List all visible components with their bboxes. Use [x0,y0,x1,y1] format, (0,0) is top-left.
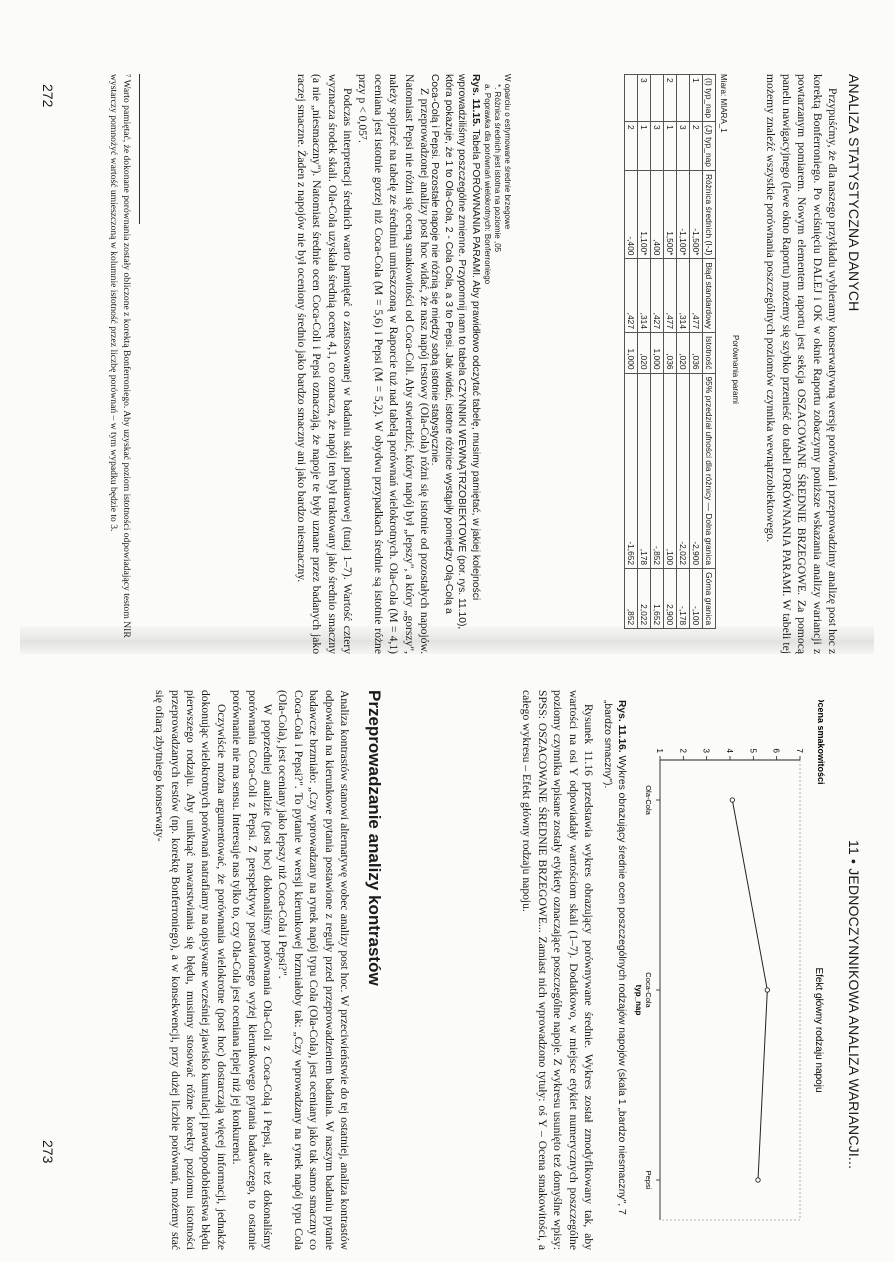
data-point [756,1178,760,1182]
right-paragraph-multiple-comparisons: Oczywiście można argumentować, że porównania wielokrotne (post hoc) dostarczają więcej informacji, jednakże dokonując wielokrotnych porównań natrafiamy na opisywane wcześniej zjawisko kumulacji prawdopodobieństwa błędu pierwszego rodzaju. Aby uniknąć nawarstwiania się błędu, musimy stosować różne korekty poziomu istotności przeprowadzanych testów (np. korektę Bonferroniego), a w konsekwencji, przy dużej liczbie porównań, możemy stać się ofiarą zbytniego konserwaty- [153,690,228,1250]
cell-lower: -2,900 [690,373,703,569]
cell-upper: 2,022 [638,569,651,629]
cell-lower: -1,652 [625,373,638,569]
table-note-significance: *. Różnica średnich jest istotna na poziomie ,05 [493,84,502,253]
cell-i [677,75,690,122]
cell-se: ,314 [638,259,651,333]
line-chart [630,700,830,1240]
table-note-bonferroni: a. Poprawka dla porównań wielokrotnych: Bonferroniego [483,84,492,285]
col-header-ci: 95% przedział ufności dla różnicy [704,376,714,501]
table-row [677,75,690,629]
table-measure-label: Miara: MIARA_1 [719,74,728,133]
data-point [730,798,734,802]
table-title: Porównania parami [731,335,740,404]
table-row [625,75,638,629]
cell-diff: 1,100* [638,170,651,258]
left-paragraph-scale: Podczas interpretacji średnich warto pamiętać o zastosowanej w badaniu skali pomiarowej (tutaj 1–7). Wartość cztery wyznacza środek skali. Ola-Cola uzyskała średnią ocenę 4,1, co oznacza, że napój ten był traktowany jako średnio smaczny (a nie „niesmaczny"). Natomiast średnie ocen Coca-Coli i Pepsi oznaczają, że napoje te były uznane przez badanych jako raczej smaczne. Żaden z napojów nie był oceniony średnio jako bardzo smaczny ani jako bardzo niesmaczny. [294,74,354,654]
cell-sig: 1,000 [651,332,664,373]
x-tick-label: Ola-Cola [644,785,653,815]
series-line [732,800,767,1180]
right-page-number: 273 [40,1140,56,1164]
cell-upper: -,178 [677,569,690,629]
left-page-number: 272 [40,84,56,108]
cell-j: 2 [690,122,703,171]
left-running-header: ANALIZA STATYSTYCZNA DANYCH [846,74,862,312]
cell-i: 2 [664,75,677,122]
cell-j: 1 [638,122,651,171]
footnote-rule [139,74,140,224]
right-running-header: 11 • JEDNOCZYNNIKOWA ANALIZA WARIANCJI... [846,840,862,1170]
cell-diff: -,400 [625,170,638,258]
cell-se: ,477 [690,259,703,333]
left-body-text [293,74,432,654]
chart-marks [644,749,804,1220]
cell-se: ,427 [651,259,664,333]
cell-lower: -,852 [651,373,664,569]
col-header-lower: 95% przedział ufności dla różnicy — Dolna granica [703,373,716,569]
col-header-diff: Różnica średnich (I-J) [703,170,716,258]
cell-i [625,75,638,122]
right-paragraph-previous-analysis: W poprzedniej analizie (post hoc) dokonaliśmy porównania Ola-Coli z Coca-Colą i Pepsi, ale też dokonaliśmy porównania Coca-Coli z Pepsi. Z perspektywy postawionego wyżej kierunkowego pytania badawczego, to ostatnie porównanie nie ma sensu. Interesuje nas tylko to, czy Ola-Cola jest oceniana lepiej niż jej konkurenci. [230,690,274,1250]
cell-i [651,75,664,122]
cell-diff: -1,100* [677,170,690,258]
chart-y-axis-label: Ocena smakowitości [816,700,826,785]
cell-diff: -1,500* [690,170,703,258]
cell-sig: ,036 [664,332,677,373]
cell-i: 3 [638,75,651,122]
table-note-estimated-means: W oparciu o estymowane średnie brzegowe [503,74,512,230]
y-tick-label: 1 [655,748,664,753]
cell-upper: 2,900 [664,569,677,629]
cell-lower: ,178 [638,373,651,569]
figure-11-15-text: Tabela PORÓWNANIA PARAMI. Aby prawidłowo odczytać tabelę, musimy pamiętać, w jakiej kolejności wprowadziliśmy poszczególne zmienne. Przypomnij nam to tabela CZYNNIKI WEWNĄTRZOBIEKTOWE (por. rys. 11.10), która pokazuje, że 1 to Ola-Cola, 2 - Cola Cola, a 3 to Pepsi. Jak widać, istotne różnice wystąpiły pomiędzy Olą-Colą a Coca-Colą i Pepsi. Pozostałe napoje nie różnią się między sobą istotnie statystycznie. [429,74,481,630]
y-tick-label: 4 [725,748,734,753]
y-tick-label: 2 [678,748,688,753]
right-body-text [152,690,352,1250]
cell-upper: -,100 [690,569,703,629]
cell-upper: ,852 [625,569,638,629]
figure-11-16-label: Rys. 11.16. [616,700,627,753]
col-header-se: Błąd standardowy [703,259,716,333]
cell-lower: ,100 [664,373,677,569]
table-row [690,75,703,629]
cell-se: ,427 [625,259,638,333]
cell-upper: 1,652 [651,569,664,629]
col-header-upper: Górna granica [703,569,716,629]
chart-title: Efekt główny rodzaju napoju [813,967,824,1093]
right-paragraph-contrasts: Analiza kontrastów stanowi alternatywę wobec analizy post hoc. W przeciwieństwie do tej ostatniej, analiza kontrastów odpowiada na kierunkowe pytania postawione z reguły przed przeprowadzeniem badania. W naszym badaniu pytanie badawcze brzmiało: „Czy wprowadzany na rynek napój typu Cola (Ola-Cola), jest oceniany jako tak samo smaczny co Coca-Cola i Pepsi?". To pytanie w wersji kierunkowej brzmiałoby tak: „Czy wprowadzany na rynek napój typu Cola (Ola-Cola), jest oceniany jako lepszy niż Coca-Cola i Pepsi?". [276,690,351,1250]
section-heading-contrasts: Przeprowadzanie analizy kontrastów [365,690,384,986]
figure-11-16-chart [630,700,830,1240]
col-header-lower-text: Dolna granica [704,513,714,566]
cell-i: 1 [690,75,703,122]
footnote-7: ⁷ Warto pamiętać, że dokonane porównania zostały obliczone z korektą Bonferroniego. Aby uzyskać poziom istotności odpowiadający testom NIR wystarczy pomnożyć wartość umieszczoną w kolumnie istotność przez liczbę porównań – w tym wypadku będzie to 3. [108,74,132,638]
figure-11-15-label: Rys. 11.15. [470,74,481,127]
col-header-i: (I) typ_nap [703,75,716,122]
cell-se: ,314 [677,259,690,333]
y-tick-label: 7 [795,748,804,753]
left-paragraph-post-hoc: Z przeprowadzonej analizy post hoc widać, że nasz napój testowy (Ola-Cola) różni się istotnie od pozostałych napojów. Natomiast Pepsi nie różni się oceną smakowitości od Coca-Coli. Aby stwierdzić, który napój był „lepszy", a który „gorszy", należy spojrzeć na tabelę ze średnimi umieszczoną w Raporcie tuż nad tabelą porównań wielokrotnych. Ola-Cola (M = 4,1) oceniana jest istotnie gorzej niż Coca-Cola (M = 5,6) i Pepsi (M = 5,2). W obydwu przypadkach średnie są istotnie różne przy p < 0,05⁷. [356,74,431,654]
cell-sig: ,036 [690,332,703,373]
table-row [638,75,651,629]
cell-diff: 1,500* [664,170,677,258]
table-row [651,75,664,629]
x-tick-label: Coca-Cola [644,972,653,1008]
cell-j: 1 [664,122,677,171]
cell-diff: ,400 [651,170,664,258]
col-header-sig: Istotność [703,332,716,373]
figure-11-16-text: Wykres obrazujący średnie ocen poszczególnych rodzajów napojów (skala 1 „bardzo niesmaczny", 7 „bardzo smaczny"). [602,700,627,1215]
table-header-row [703,75,716,629]
pairwise-comparisons-table [624,74,716,629]
right-paragraph-figure-description: Rysunek 11.16 przedstawia wykres obrazujący porównywane średnie. Wykres został zmodyfikowany tak, aby wartości na osi Y odpowiadały wartościom skali (1–7). Dodatkowo, w miejsce etykiet numerycznych poszczególne poziomy czynnika wpisane zostały etykiety oznaczające poszczególne napoje. Z wykresu usunięto też domyślne wpisy: SPSS: OSZACOWANE ŚREDNIE BRZEGOWE... Zamiast nich wprowadzono tytuły: oś Y – Ocena smakowitości, a całego wykresu – Efekt główny rodzaju napoju. [520,690,595,1250]
cell-j: 2 [625,122,638,171]
col-header-j: (J) typ_nap [703,122,716,171]
cell-j: 3 [677,122,690,171]
table-row [664,75,677,629]
figure-11-15-caption [428,74,482,640]
cell-sig: 1,000 [625,332,638,373]
left-intro-paragraph: Przypuśćmy, że dla naszego przykładu wybieramy konserwatywną wersję porównań i przeprowadzimy analizę post hoc z korektą Bonferroniego. Po wciśnięciu DALEJ i OK w oknie Raportu zobaczymy poniższe wskazania analizy wariancji z powtarzanym pomiarem. Nowym elementem raportu jest sekcja OSZACOWANE ŚREDNIE BRZEGOWE. Za pomocą panelu nawigacyjnego (lewe okno Raportu) możemy się szybko przenieść do tabeli PORÓWNANIA PARAMI. W tabeli tej możemy znaleźć wszystkie porównania poszczególnych poziomów czynnika wewnątrzobiektowego. [764,74,839,654]
y-tick-label: 5 [748,748,758,753]
pairwise-comparisons-table-wrap [624,74,716,629]
data-point [765,988,769,992]
y-tick-label: 6 [771,748,781,753]
cell-se: ,477 [664,259,677,333]
chart-x-axis-label: typ_nap [634,984,643,1016]
x-tick-label: Pepsi [644,1170,653,1190]
cell-j: 3 [651,122,664,171]
figure-11-16-caption [601,700,628,1220]
y-tick-label: 3 [701,748,711,753]
cell-sig: ,020 [677,332,690,373]
cell-sig: ,020 [638,332,651,373]
cell-lower: -2,022 [677,373,690,569]
